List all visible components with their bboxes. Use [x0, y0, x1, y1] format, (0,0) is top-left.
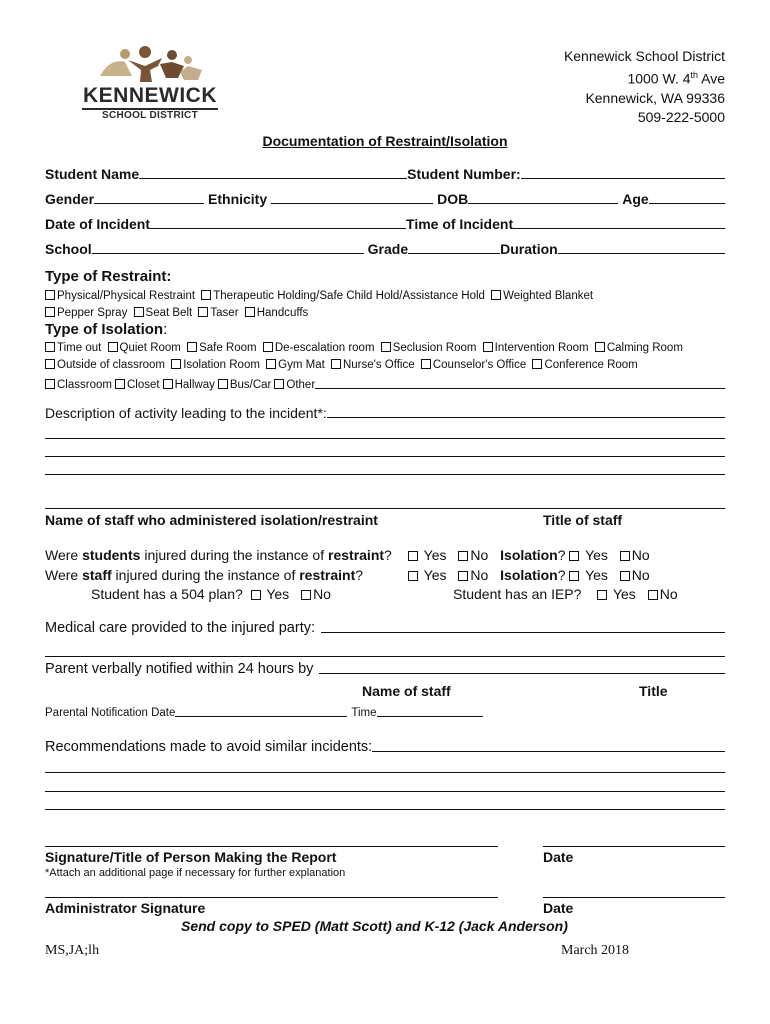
- checkbox-conference-room[interactable]: Conference Room: [532, 359, 637, 371]
- date-of-incident-label: Date of Incident: [45, 216, 151, 232]
- logo-subtitle: SCHOOL DISTRICT: [102, 110, 198, 121]
- checkbox-taser[interactable]: Taser: [198, 307, 238, 319]
- description-line-2[interactable]: [45, 438, 725, 439]
- checkbox-counselors-office[interactable]: Counselor's Office: [421, 359, 526, 371]
- staff-isolation-yes[interactable]: Yes: [569, 567, 607, 583]
- checkbox-closet[interactable]: Closet: [115, 379, 160, 391]
- parent-notification-date-field[interactable]: [175, 704, 347, 717]
- people-figures-icon: [80, 46, 220, 86]
- staff-injured-question: Were staff injured during the instance of restraint?: [45, 567, 364, 583]
- description-label: Description of activity leading to the incident*:: [45, 405, 327, 421]
- checkbox-other[interactable]: Other: [274, 379, 315, 391]
- medical-care-line-2[interactable]: [45, 656, 725, 657]
- recommendations-line-4[interactable]: [45, 809, 725, 810]
- students-injured-answers: Yes No Isolation? Yes No: [408, 547, 650, 563]
- time-of-incident-field[interactable]: [513, 216, 725, 229]
- staff-name-label: Name of staff who administered isolation/restraint: [45, 512, 378, 528]
- checkbox-isolation-room[interactable]: Isolation Room: [171, 359, 260, 371]
- checkbox-therapeutic-holding[interactable]: Therapeutic Holding/Safe Child Hold/Assistance Hold: [201, 290, 485, 302]
- other-field[interactable]: [315, 376, 725, 389]
- iep-no[interactable]: No: [648, 586, 678, 602]
- isolation-options-row3: [45, 376, 725, 391]
- medical-care-field[interactable]: [321, 620, 725, 633]
- age-label: Age: [622, 191, 649, 207]
- checkbox-classroom[interactable]: Classroom: [45, 379, 112, 391]
- gender-field[interactable]: [94, 191, 204, 204]
- recommendations-line-3[interactable]: [45, 791, 725, 792]
- page-title: Documentation of Restraint/Isolation: [262, 133, 508, 149]
- district-phone: 509-222-5000: [637, 108, 725, 125]
- admin-signature-label: Administrator Signature: [45, 900, 206, 916]
- grade-label: Grade: [367, 241, 409, 257]
- recommendations-field[interactable]: [372, 739, 725, 752]
- checkbox-nurses-office[interactable]: Nurse's Office: [331, 359, 415, 371]
- students-restraint-no[interactable]: No: [458, 547, 488, 563]
- description-line-5[interactable]: [45, 508, 725, 509]
- logo-wordmark: KENNEWICK: [83, 84, 217, 107]
- student-number-label: Student Number:: [407, 166, 521, 182]
- duration-field[interactable]: [558, 241, 725, 254]
- checkbox-safe-room[interactable]: Safe Room: [187, 342, 257, 354]
- checkbox-handcuffs[interactable]: Handcuffs: [245, 307, 309, 319]
- ethnicity-field[interactable]: [271, 191, 433, 204]
- duration-label: Duration: [500, 241, 558, 257]
- plan-504-question: Student has a 504 plan? Yes No: [91, 586, 331, 602]
- parent-notification-date-row: [45, 704, 483, 719]
- description-line-4[interactable]: [45, 474, 725, 475]
- incident-date-row: [45, 216, 725, 232]
- attach-note: *Attach an additional page if necessary for further explanation: [45, 867, 346, 879]
- admin-signature-line[interactable]: [45, 897, 498, 898]
- parent-time-label: Time: [351, 707, 377, 719]
- checkbox-weighted-blanket[interactable]: Weighted Blanket: [491, 290, 593, 302]
- school-row: [45, 241, 725, 257]
- student-number-field[interactable]: [521, 166, 725, 179]
- footer-initials: MS,JA;lh: [45, 943, 100, 958]
- students-isolation-yes[interactable]: Yes: [569, 547, 607, 563]
- checkbox-gym-mat[interactable]: Gym Mat: [266, 359, 325, 371]
- students-restraint-yes[interactable]: Yes: [408, 547, 446, 563]
- checkbox-calming-room[interactable]: Calming Room: [595, 342, 683, 354]
- student-name-field[interactable]: [139, 166, 407, 179]
- grade-field[interactable]: [408, 241, 500, 254]
- district-address: [564, 47, 725, 127]
- parent-time-field[interactable]: [377, 704, 483, 717]
- parent-notified-label: Parent verbally notified within 24 hours by: [45, 661, 314, 677]
- parent-name-of-staff-label: Name of staff: [362, 683, 451, 699]
- footer-revision-date: March 2018: [561, 943, 630, 958]
- students-injured-question: Were students injured during the instance of restraint?: [45, 547, 392, 563]
- isolation-heading: Type of Isolation:: [45, 321, 168, 338]
- report-signature-label: Signature/Title of Person Making the Report: [45, 849, 337, 865]
- medical-care-row: [45, 620, 725, 636]
- checkbox-time-out[interactable]: Time out: [45, 342, 101, 354]
- checkbox-seat-belt[interactable]: Seat Belt: [134, 307, 193, 319]
- report-date-label: Date: [543, 849, 574, 865]
- dob-field[interactable]: [468, 191, 618, 204]
- date-of-incident-field[interactable]: [150, 216, 406, 229]
- school-label: School: [45, 241, 92, 257]
- checkbox-intervention-room[interactable]: Intervention Room: [483, 342, 589, 354]
- dob-label: DOB: [437, 191, 469, 207]
- admin-date-label: Date: [543, 900, 574, 916]
- parent-title-label: Title: [639, 683, 668, 699]
- restraint-options-row1: [45, 290, 593, 302]
- checkbox-bus-car[interactable]: Bus/Car: [218, 379, 272, 391]
- admin-date-line[interactable]: [543, 897, 725, 898]
- staff-restraint-no[interactable]: No: [458, 567, 488, 583]
- isolation-options-row2: [45, 359, 638, 371]
- isolation-options-row1: [45, 342, 683, 354]
- time-of-incident-label: Time of Incident: [406, 216, 514, 232]
- report-signature-line[interactable]: [45, 846, 498, 847]
- description-field[interactable]: [327, 405, 725, 418]
- district-logo: [80, 46, 220, 121]
- recommendations-row: [45, 739, 725, 755]
- ethnicity-label: Ethnicity: [208, 191, 268, 207]
- gender-label: Gender: [45, 191, 95, 207]
- iep-question: Student has an IEP? Yes No: [453, 586, 678, 602]
- district-name: Kennewick School District: [563, 48, 725, 64]
- parent-notified-row: [45, 661, 725, 677]
- checkbox-physical[interactable]: Physical/Physical Restraint: [45, 290, 195, 302]
- recommendations-line-2[interactable]: [45, 772, 725, 773]
- report-date-line[interactable]: [543, 846, 725, 847]
- district-city: Kennewick, WA 99336: [585, 89, 725, 106]
- restraint-options-row2: [45, 307, 308, 319]
- students-isolation-no[interactable]: No: [620, 547, 650, 563]
- description-row: [45, 405, 725, 421]
- iep-yes[interactable]: Yes: [597, 586, 635, 602]
- checkbox-outside-classroom[interactable]: Outside of classroom: [45, 359, 165, 371]
- parent-notification-date-label: Parental Notification Date: [45, 707, 176, 719]
- age-field[interactable]: [649, 191, 725, 204]
- staff-isolation-no[interactable]: No: [620, 567, 650, 583]
- plan-504-no[interactable]: No: [301, 586, 331, 602]
- checkbox-quiet-room[interactable]: Quiet Room: [108, 342, 181, 354]
- school-field[interactable]: [92, 241, 364, 254]
- checkbox-hallway[interactable]: Hallway: [163, 379, 215, 391]
- checkbox-de-escalation-room[interactable]: De-escalation room: [263, 342, 375, 354]
- checkbox-seclusion-room[interactable]: Seclusion Room: [381, 342, 477, 354]
- recommendations-label: Recommendations made to avoid similar incidents:: [45, 739, 373, 755]
- staff-restraint-yes[interactable]: Yes: [408, 567, 446, 583]
- medical-care-label: Medical care provided to the injured party:: [45, 620, 316, 636]
- demographics-row: [45, 191, 725, 207]
- staff-injured-answers: Yes No Isolation? Yes No: [408, 567, 650, 583]
- district-street: 1000 W. 4th Ave: [627, 70, 725, 87]
- parent-notified-field[interactable]: [319, 661, 725, 674]
- restraint-heading: Type of Restraint:: [45, 268, 172, 285]
- student-name-row: [45, 166, 725, 182]
- plan-504-yes[interactable]: Yes: [251, 586, 289, 602]
- staff-title-label: Title of staff: [543, 512, 623, 528]
- send-copy-note: Send copy to SPED (Matt Scott) and K-12 (Jack Anderson): [181, 918, 568, 934]
- description-line-3[interactable]: [45, 456, 725, 457]
- student-name-label: Student Name: [45, 166, 140, 182]
- checkbox-pepper-spray[interactable]: Pepper Spray: [45, 307, 127, 319]
